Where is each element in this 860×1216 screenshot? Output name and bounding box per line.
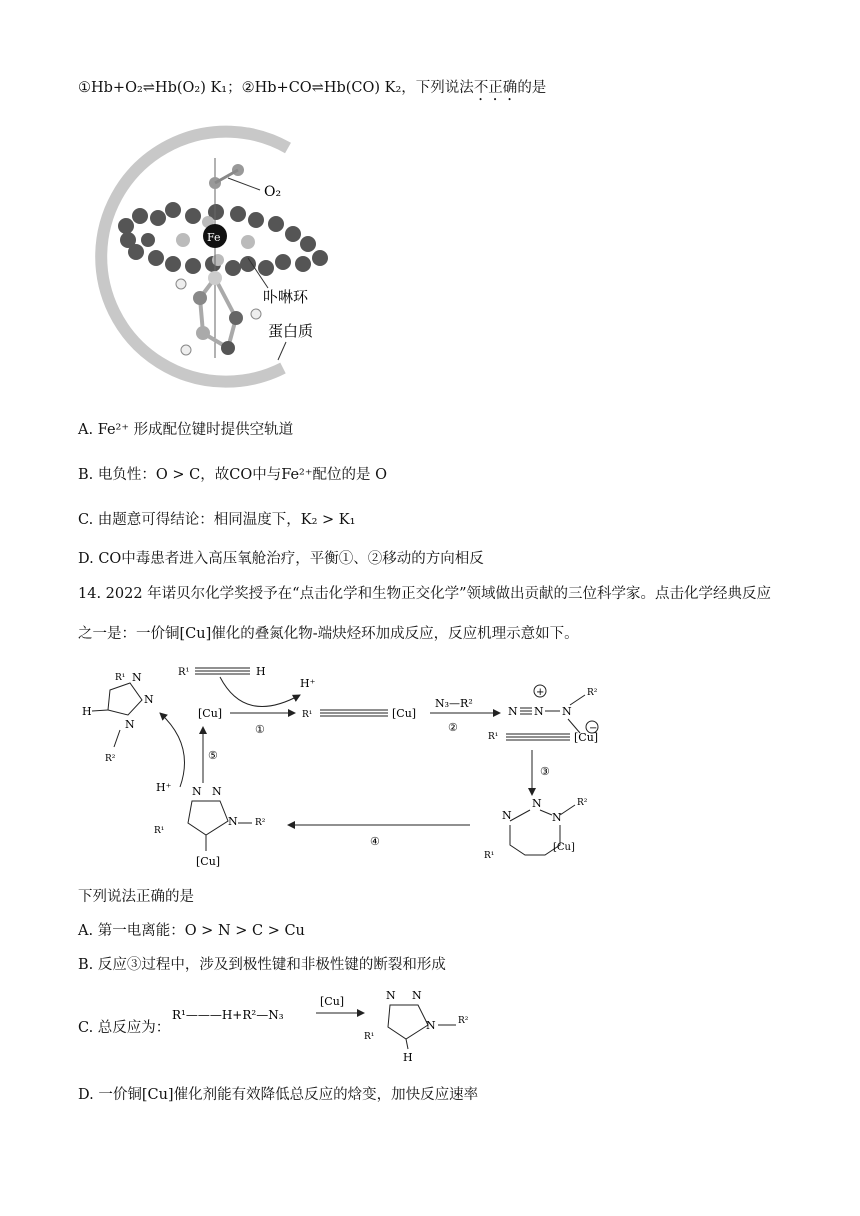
svg-text:N: N (212, 785, 222, 798)
svg-text:R¹: R¹ (488, 732, 499, 742)
svg-text:[Cu]: [Cu] (553, 842, 575, 853)
svg-text:N: N (125, 718, 135, 731)
q13-option-b: B. 电负性：O > C，故CO中与Fe²⁺配位的是 O (78, 467, 388, 483)
protein-leader (278, 342, 286, 360)
porphyrin-label: 卟啉环 (263, 288, 309, 306)
svg-text:R²: R² (255, 818, 266, 828)
svg-text:[Cu]: [Cu] (574, 731, 599, 744)
step5-label: ⑤ (208, 749, 218, 762)
step5-curve (160, 713, 185, 787)
svg-text:R¹: R¹ (364, 1032, 375, 1042)
azide-reagent: N₃—R² (435, 697, 473, 710)
fe-label: Fe (207, 231, 221, 244)
q13-option-a: A. Fe²⁺ 形成配位键时提供空轨道 (78, 422, 294, 438)
svg-text:N: N (508, 705, 518, 718)
svg-text:+: + (536, 687, 545, 698)
svg-text:N: N (552, 811, 562, 824)
overall-reactant: R¹———H+R²—N₃ (172, 1008, 284, 1022)
svg-text:N: N (386, 989, 396, 1002)
svg-text:H: H (403, 1051, 413, 1064)
svg-text:N: N (228, 815, 238, 828)
q13-equations-suffix: 的是 (517, 80, 547, 96)
svg-text:H: H (82, 705, 92, 718)
svg-text:R¹: R¹ (484, 851, 495, 861)
svg-text:−: − (589, 723, 598, 734)
step2-label: ② (448, 721, 458, 734)
overall-catalyst: [Cu] (320, 995, 345, 1008)
svg-text:N: N (192, 785, 202, 798)
svg-text:N: N (412, 989, 422, 1002)
svg-text:N: N (132, 671, 142, 684)
step3-label: ③ (540, 765, 550, 778)
q13-equations-prefix: ①Hb+O₂⇌Hb(O₂) K₁；②Hb+CO⇌Hb(CO) K₂，下列说法 (78, 80, 474, 96)
q14-stem-line1: 14. 2022 年诺贝尔化学奖授予在“点击化学和生物正交化学”领域做出贡献的三位科学家。点击化学经典反应 (78, 586, 772, 602)
step1-curve (220, 677, 300, 707)
terminal-alkyne (178, 665, 266, 678)
q14-option-c: C. 总反应为： (78, 1020, 171, 1036)
o2-label: O₂ (264, 184, 282, 200)
o2-leader (228, 178, 260, 190)
svg-text:R²: R² (577, 798, 588, 808)
step1-label: ① (255, 723, 265, 736)
protein-arc (101, 132, 288, 382)
svg-text:R¹: R¹ (115, 673, 126, 683)
svg-text:[Cu]: [Cu] (392, 707, 417, 720)
copper-triazolide (154, 785, 266, 868)
q13-option-d: D. CO中毒患者进入高压氧舱治疗，平衡①、②移动的方向相反 (78, 551, 484, 567)
q14-stem-line2: 之一是：一价铜[Cu]催化的叠氮化物-端炔烃环加成反应，反应机理示意如下。 (78, 626, 579, 642)
svg-text:R¹: R¹ (178, 667, 190, 678)
step4-label: ④ (370, 835, 380, 848)
q14-option-d: D. 一价铜[Cu]催化剂能有效降低总反应的焓变，加快反应速率 (78, 1087, 479, 1103)
q14-option-a: A. 第一电离能：O > N > C > Cu (78, 923, 305, 939)
svg-text:R²: R² (587, 688, 598, 698)
svg-text:R²: R² (105, 754, 116, 764)
triazole-product (82, 671, 154, 764)
imidazole (176, 271, 261, 355)
overall-reaction (168, 985, 498, 1065)
q13-option-c: C. 由题意可得结论：相同温度下，K₂ > K₁ (78, 512, 356, 528)
svg-text:R²: R² (458, 1016, 469, 1026)
svg-text:N: N (502, 809, 512, 822)
protein-label: 蛋白质 (268, 322, 314, 340)
svg-text:R¹: R¹ (154, 826, 165, 836)
svg-text:N: N (426, 1019, 436, 1032)
hplus-top: H⁺ (300, 677, 316, 690)
q13-equations (78, 76, 546, 104)
svg-text:H: H (256, 665, 266, 678)
q14-option-b: B. 反应③过程中，涉及到极性键和非极性键的断裂和形成 (78, 957, 446, 973)
svg-text:N: N (562, 705, 572, 718)
hplus-bottom: H⁺ (156, 781, 172, 794)
svg-text:N: N (532, 797, 542, 810)
q13-emphasis: 不正确 (473, 80, 518, 96)
q14-prompt: 下列说法正确的是 (78, 889, 194, 905)
cu-catalyst: [Cu] (198, 707, 223, 720)
o2-bond (215, 170, 238, 183)
svg-text:R¹: R¹ (302, 710, 313, 720)
azide-cu-complex (488, 685, 598, 744)
svg-text:N: N (144, 693, 154, 706)
copper-acetylide (302, 707, 416, 720)
metallacycle (484, 797, 588, 861)
overall-product (364, 989, 469, 1064)
svg-text:[Cu]: [Cu] (196, 855, 221, 868)
mechanism-diagram (70, 655, 630, 875)
svg-text:N: N (534, 705, 544, 718)
hemoglobin-figure (88, 118, 368, 398)
